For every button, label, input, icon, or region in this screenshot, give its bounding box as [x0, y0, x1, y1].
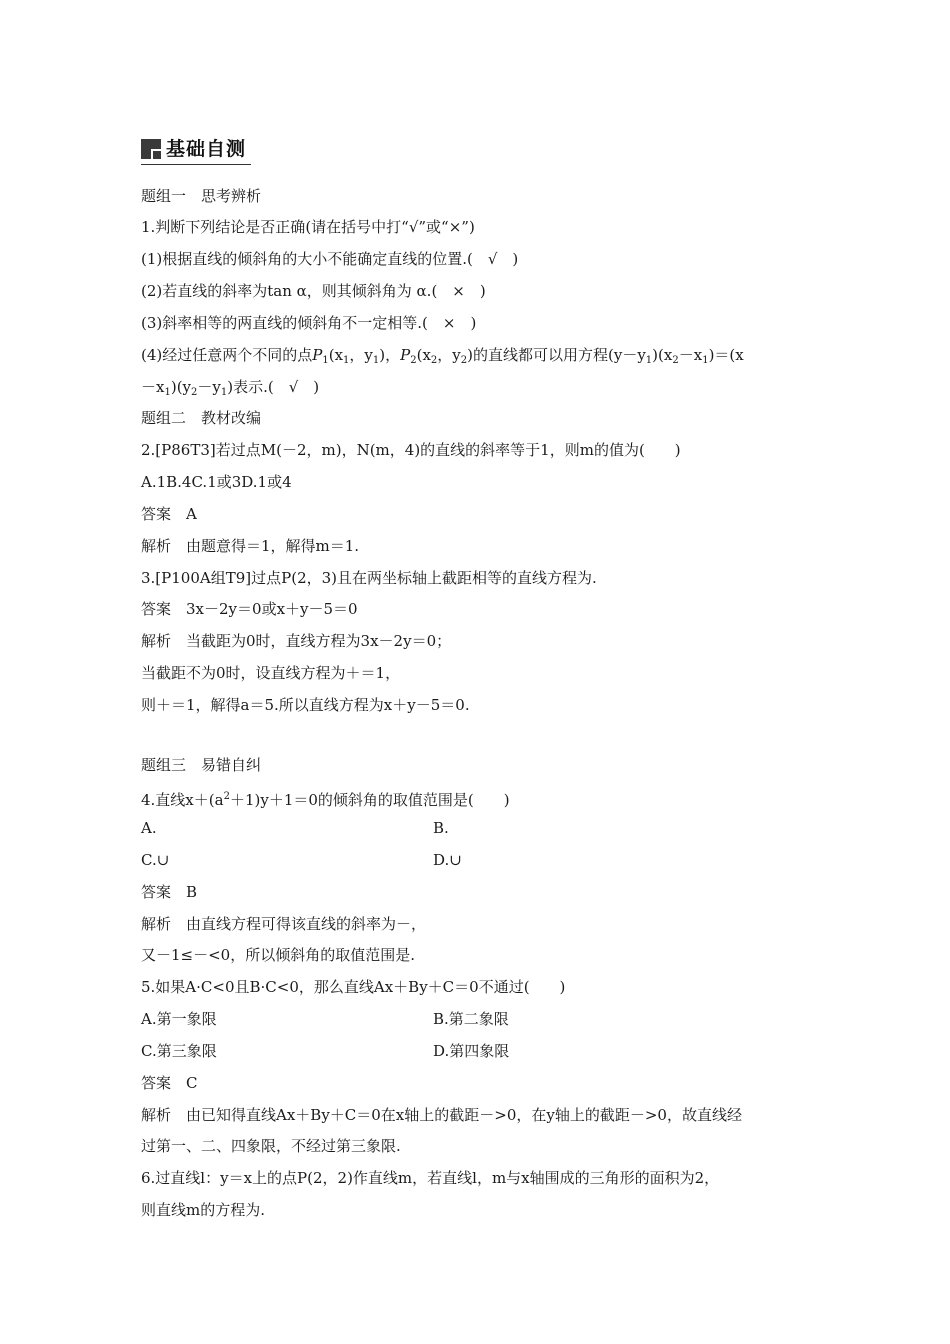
question-4: 4.直线$x+(a^2+1)y+1=0$的倾斜角的取值范围是( ) — [141, 791, 510, 809]
question-4-analysis-2: 又－1≤－<0，所以倾斜角的取值范围是. — [141, 946, 415, 964]
question-1-item-4-continued: $-x_1)(y_2-y_1)$表示.( √ ) — [141, 378, 320, 398]
section-marker-icon — [141, 139, 161, 159]
question-4-analysis-1: 解析 由直线方程可得该直线的斜率为－， — [141, 915, 427, 933]
question-3: 3.[P100A组T9]过点P(2，3)且在两坐标轴上截距相等的直线方程为. — [141, 569, 597, 587]
question-2-answer: 答案 A — [141, 505, 197, 523]
question-5-option-b: B.第二象限 — [433, 1010, 509, 1028]
question-1-item-3: (3)斜率相等的两直线的倾斜角不一定相等.( × ) — [141, 314, 477, 332]
question-5-analysis-1: 解析 由已知得直线Ax＋By＋C＝0在x轴上的截距－>0，在y轴上的截距－>0，故直线经 — [141, 1106, 742, 1124]
group-2-heading: 题组二 教材改编 — [141, 409, 262, 427]
question-5: 5.如果A·C<0且B·C<0，那么直线Ax＋By＋C＝0不通过( ) — [141, 978, 566, 996]
question-3-analysis-3: 则＋＝1，解得a＝5.所以直线方程为x＋y－5＝0. — [141, 696, 470, 714]
group-1-heading: 题组一 思考辨析 — [141, 187, 262, 205]
question-1-item-1: (1)根据直线的倾斜角的大小不能确定直线的位置.( √ ) — [141, 250, 519, 268]
question-1-item-4: (4)经过任意两个不同的点$P_1(x_1$，$y_1$)，$P_2(x_2$，$y_2$)的直线都可以用方程$(y-y_1)(x_2-x_1)=(x$ — [141, 346, 744, 366]
question-3-analysis-1: 解析 当截距为0时，直线方程为3x－2y＝0； — [141, 632, 452, 650]
question-6-continued: 则直线m的方程为. — [141, 1201, 265, 1219]
question-6: 6.过直线l：y＝x上的点P(2，2)作直线m，若直线l，m与x轴围成的三角形的面积为2， — [141, 1169, 720, 1187]
question-4-option-c: C.∪ — [141, 851, 170, 869]
question-5-answer: 答案 C — [141, 1074, 198, 1092]
question-2-options: A.1B.4C.1或3D.1或4 — [141, 473, 292, 491]
question-4-answer: 答案 B — [141, 883, 198, 901]
question-5-analysis-2: 过第一、二、四象限，不经过第三象限. — [141, 1137, 401, 1155]
section-header — [141, 136, 251, 165]
question-4-option-d: D.∪ — [433, 851, 462, 869]
question-3-analysis-2: 当截距不为0时，设直线方程为＋＝1， — [141, 664, 401, 682]
question-1: 1.判断下列结论是否正确(请在括号中打“√”或“×”) — [141, 218, 475, 236]
question-5-option-d: D.第四象限 — [433, 1042, 510, 1060]
group-3-heading: 题组三 易错自纠 — [141, 756, 262, 774]
question-4-option-a: A. — [141, 819, 157, 837]
question-3-answer: 答案 3x－2y＝0或x＋y－5＝0 — [141, 600, 358, 618]
question-4-option-b: B. — [433, 819, 449, 837]
question-2: 2.[P86T3]若过点M(－2，m)，N(m，4)的直线的斜率等于1，则m的值为( ) — [141, 441, 681, 459]
section-title: 基础自测 — [166, 138, 247, 160]
question-2-analysis: 解析 由题意得＝1，解得m＝1. — [141, 537, 360, 555]
question-1-item-2: (2)若直线的斜率为tan α，则其倾斜角为 α.( × ) — [141, 282, 486, 300]
question-5-option-c: C.第三象限 — [141, 1042, 217, 1060]
question-5-option-a: A.第一象限 — [141, 1010, 217, 1028]
